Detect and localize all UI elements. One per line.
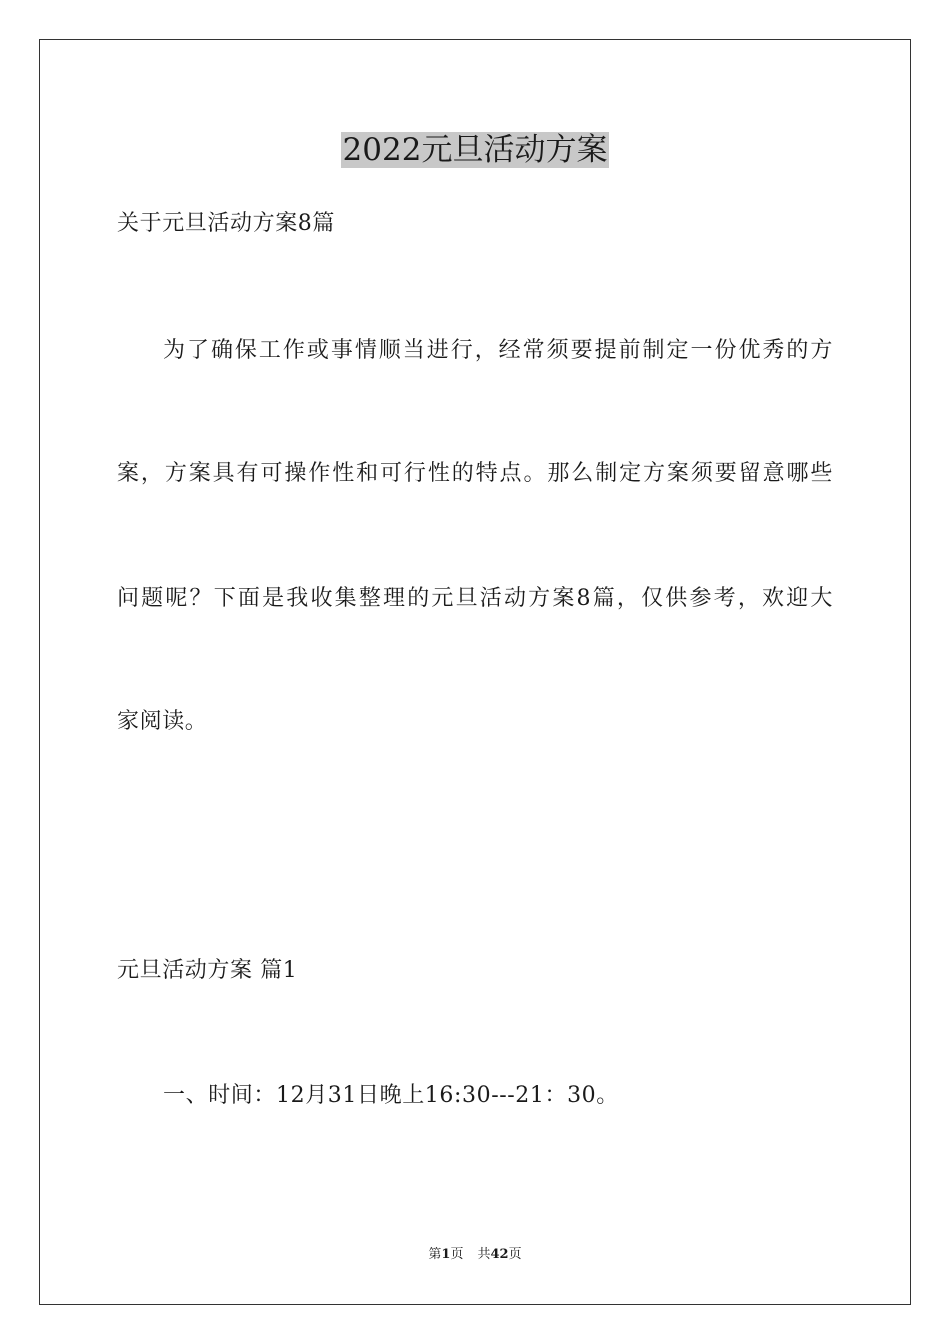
section-heading: 元旦活动方案 篇1 — [117, 958, 298, 983]
footer-total-unit: 页 — [508, 1247, 522, 1262]
document-title — [0, 124, 950, 176]
footer-total-pages: 42 — [490, 1247, 509, 1262]
page-footer — [0, 1245, 950, 1265]
footer-page-unit: 页 — [450, 1247, 464, 1262]
document-subtitle: 关于元旦活动方案8篇 — [117, 211, 335, 236]
footer-page-number: 1 — [441, 1247, 451, 1262]
footer-page-prefix: 第 — [428, 1247, 442, 1262]
footer-total-prefix: 共 — [477, 1247, 491, 1262]
section-line-time: 一、时间：12月31日晚上16:30---21：30。 — [163, 1083, 619, 1108]
intro-line-3: 问题呢？下面是我收集整理的元旦活动方案8篇，仅供参考，欢迎大 — [117, 586, 833, 611]
intro-line-4: 家阅读。 — [117, 709, 208, 734]
intro-line-1: 为了确保工作或事情顺当进行，经常须要提前制定一份优秀的方 — [163, 338, 833, 363]
intro-line-2: 案，方案具有可操作性和可行性的特点。那么制定方案须要留意哪些 — [117, 461, 833, 486]
document-title-text: 2022元旦活动方案 — [342, 132, 608, 168]
